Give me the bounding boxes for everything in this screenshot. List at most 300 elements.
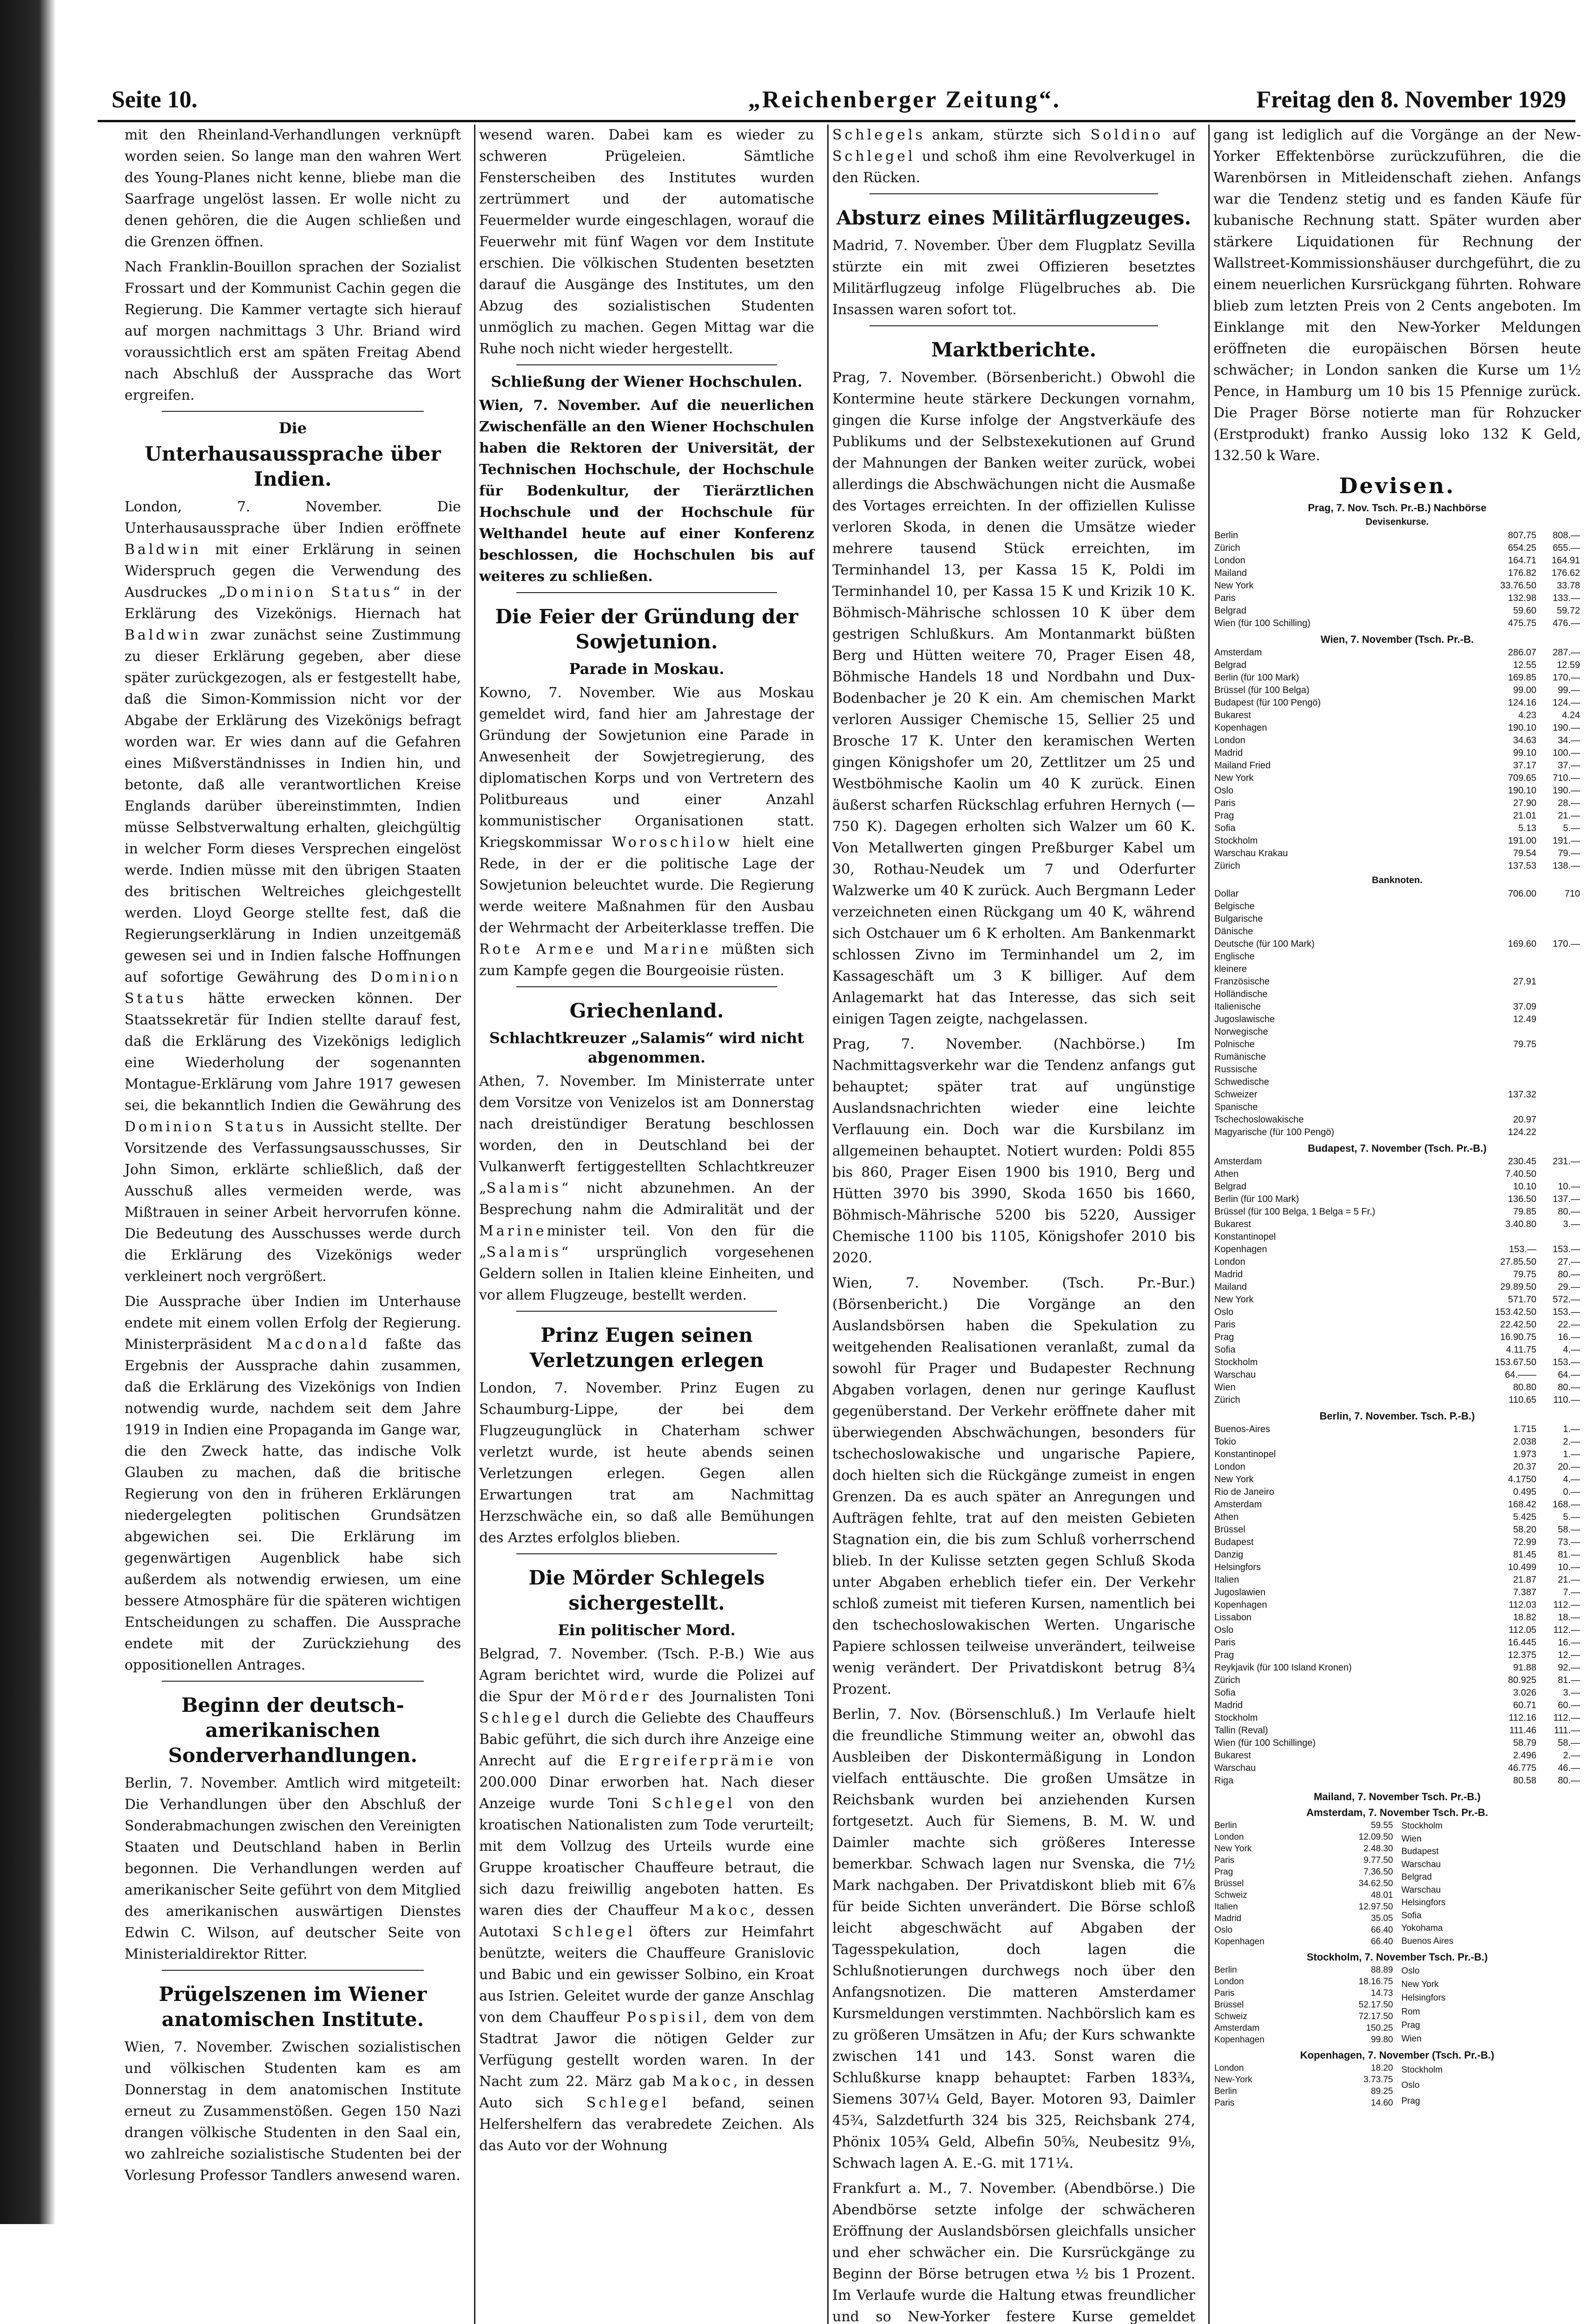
rate-value: 176.82 (1508, 568, 1536, 578)
article-paragraph: Madrid, 7. November. Über dem Flugplatz Sevilla stürzte ein mit zwei Offizieren besetztes Militärflugzeug infolge Flügelbruches ab. Die Insassen waren sofort tot. (832, 238, 1195, 318)
separator (516, 986, 777, 987)
rate-row (1213, 722, 1581, 734)
rate-value: 59.72 (1556, 606, 1580, 616)
rate-row (1213, 1674, 1581, 1687)
rate-row (1213, 555, 1581, 567)
rate-value: 81.— (1558, 1675, 1580, 1685)
rate-row (1213, 1878, 1394, 1889)
rate-value: 808.— (1553, 530, 1580, 541)
rate-value (1484, 963, 1537, 976)
rate-row (1213, 1901, 1394, 1913)
rate-value: 4.11.75 (1506, 1345, 1536, 1355)
rate-value (1484, 1231, 1537, 1243)
rate-row (1213, 1549, 1581, 1561)
newspaper-title: „Reichenberger Zeitung“. (748, 86, 1061, 113)
rate-value: 79.54 (1513, 848, 1536, 858)
rate-value: 190.10 (1508, 723, 1536, 733)
rate-name: London (1214, 1977, 1244, 1987)
rate-value: 176.62 (1551, 568, 1580, 578)
rate-name: London (1214, 555, 1245, 566)
rate-name: Budapest (1401, 1847, 1439, 1857)
rate-value: 1.— (1563, 1449, 1580, 1459)
rate-row (1213, 1423, 1581, 1436)
article-continuation: wesend waren. Dabei kam es wieder zu schweren Prügeleien. Sämtliche Fensterscheiben des Institutes wurden zertrümmert und der automatische Feuermelder wurde eingeschlagen, worauf die Feuerwehr mit fünf Wagen vor dem Institute erschien. Die völkischen Studenten besetzten darauf die Ausgänge des Institutes, um den Abzug des sozialistischen Studenten unmöglich zu machen. Gegen Mittag war die Ruhe noch nicht wieder hergestellt. (479, 127, 814, 357)
rate-row (1213, 1155, 1581, 1168)
rate-name: Polnische (1214, 1039, 1255, 1050)
rate-name: Mailand (1214, 568, 1247, 578)
rate-row (1213, 2034, 1394, 2046)
rate-row (1401, 1991, 1581, 2005)
rate-name: Berlin (1214, 1821, 1237, 1830)
rate-row (1401, 1909, 1581, 1922)
rate-row (1213, 1662, 1581, 1674)
rate-row (1213, 1038, 1581, 1051)
rate-value: 91.88 (1513, 1663, 1536, 1673)
column-1 (121, 125, 465, 2324)
rate-row (1213, 1089, 1581, 1101)
rate-row (1213, 797, 1581, 810)
rate-value: 20.37 (1513, 1462, 1536, 1472)
rate-row (1213, 1369, 1581, 1381)
scan-edge (0, 0, 56, 2224)
rate-row (1213, 1511, 1581, 1524)
rate-row (1213, 1126, 1581, 1139)
rate-name: Berlin (1214, 530, 1238, 541)
rate-name: Helsingfors (1401, 1898, 1446, 1908)
rate-row (1213, 697, 1581, 709)
rate-row (1213, 1820, 1394, 1831)
rate-row (1213, 1473, 1581, 1486)
rate-row (1213, 672, 1581, 684)
rate-row (1213, 1306, 1581, 1319)
rate-value: 20.97 (1513, 1115, 1536, 1125)
rate-row (1213, 1193, 1581, 1206)
article-continuation: mit den Rheinland-Verhandlungen verknüpft worden seien. So lange man den wahren Wert des Young-Planes nicht kenne, bliebe man die Saarfrage ungelöst lassen. Er wolle nicht zu denen gehören, die die Augen schließen und die Grenzen öffnen. (125, 127, 461, 250)
rate-value (1537, 1038, 1581, 1051)
rate-name: Belgrad (1401, 1872, 1432, 1882)
section-amsterdam: Amsterdam, 7. November Tsch. Pr.-B. (1306, 1807, 1488, 1818)
rate-value: 7.387 (1513, 1587, 1536, 1598)
rate-value: 164.71 (1508, 555, 1536, 566)
rate-row (1401, 1845, 1581, 1858)
rate-name: Brüssel (1214, 1525, 1245, 1535)
rate-value: 80.58 (1513, 1776, 1536, 1786)
rate-name: Prag (1401, 2020, 1420, 2030)
rate-value: 35.05 (1370, 1914, 1393, 1923)
rates-copenhagen-left (1213, 2062, 1394, 2109)
headline-kicker: Die (278, 419, 307, 437)
rate-value (1484, 1076, 1537, 1089)
rate-name: Schweiz (1214, 2012, 1247, 2021)
rate-name: Lissabon (1214, 1612, 1252, 1623)
rate-value (1537, 1126, 1581, 1139)
rate-row (1401, 1858, 1581, 1871)
rate-row (1213, 1101, 1581, 1114)
rate-row (1213, 925, 1581, 938)
rates-grid-stockholm (1213, 1964, 1581, 2046)
rate-value: 80.— (1558, 1382, 1580, 1393)
rate-name: Amsterdam (1214, 2023, 1260, 2033)
article-continuation: Schlegels ankam, stürzte sich Soldino auf Schlegel und schoß ihm eine Revolverkugel in den Rücken. (832, 127, 1195, 186)
rate-name: Tallin (Reval) (1214, 1725, 1268, 1736)
rate-name: Französische (1214, 977, 1270, 987)
rate-name: New-York (1214, 2075, 1252, 2085)
rate-row (1213, 860, 1581, 872)
rate-name: Buenos-Aires (1214, 1424, 1271, 1434)
rate-name: Berlin (1214, 1965, 1237, 1975)
rate-value: 153.42.50 (1495, 1307, 1536, 1317)
rate-value: 4.1750 (1508, 1474, 1536, 1485)
rate-value (1537, 951, 1581, 963)
rate-value: 14.60 (1370, 2098, 1393, 2108)
rate-row (1213, 1331, 1581, 1344)
rate-name: Warschau (1401, 1859, 1441, 1869)
separator (869, 193, 1158, 194)
subheadline: Ein politischer Mord. (558, 1621, 736, 1639)
rate-value: 4.— (1563, 1345, 1580, 1355)
rate-row (1213, 1063, 1581, 1076)
rate-value: 0.495 (1513, 1487, 1536, 1497)
headline-market-reports: Marktberichte. (931, 338, 1097, 361)
rate-value: 3.026 (1513, 1688, 1536, 1698)
rate-row (1213, 1231, 1581, 1243)
rate-name: Brüssel (1214, 1879, 1244, 1888)
rate-name: Wien (1401, 2034, 1422, 2044)
rate-value: 46.— (1558, 1763, 1580, 1773)
rate-value: 60.71 (1513, 1700, 1536, 1710)
rate-value: 12.375 (1508, 1650, 1536, 1660)
rate-value: 66.40 (1370, 1937, 1393, 1947)
rate-value: 12.59 (1556, 660, 1580, 670)
rate-value: 476.— (1553, 618, 1580, 628)
rate-row (1213, 542, 1581, 555)
separator (516, 364, 777, 365)
rate-name: Budapest (1214, 1537, 1254, 1547)
rate-value: 79.85 (1513, 1207, 1536, 1217)
rate-value (1484, 913, 1537, 925)
rate-name: kleinere (1214, 964, 1247, 974)
rate-value: 18.20 (1370, 2063, 1393, 2073)
rate-value: 230.45 (1508, 1156, 1536, 1167)
rate-name: Warschau (1214, 1763, 1256, 1773)
rate-name: Oslo (1401, 1966, 1420, 1976)
rate-row (1213, 976, 1581, 988)
rate-name: Brüssel (für 100 Belga) (1214, 685, 1310, 695)
rate-row (1213, 1181, 1581, 1193)
subheadline: Parade in Moskau. (569, 660, 725, 678)
rate-row (1213, 1762, 1581, 1775)
rate-value: 48.01 (1370, 1890, 1393, 1900)
rate-row (1213, 2062, 1394, 2074)
rate-value: 190.10 (1508, 786, 1536, 796)
market-report-prague: Prag, 7. November. (Börsenbericht.) Obwohl die Konterminе heute stärkere Deckungen vornahm, gingen die Kurse infolge der Angstverkäufe des Publikums und der Selbstexekutionen auf Grund der Mahnungen der Banken weiter zurück, wobei allerdings die Abschwächungen nicht die Ausmaße des Vortages erreichten. In der offiziellen Kulisse verloren Skoda, in denen die Umsätze wieder mehrere tausend Stück erreichten, im Terminhandel 13, per Kassa 15 K, Poldi im Terminhandel 10, per Kassa 15 K und Krizik 10 K. Böhmisch-Mährische schlossen 10 K über dem gestrigen Schlußkurs. Am Montanmarkt büßten Berg und Hütten weitere 70, Prager Eisen 48, Böhmische Handels 18 und Nordbahn und Dux-Bodenbacher je 20 K ein. Am chemischen Markt verloren Aussiger Chemische 15, Sellier 25 und Brosche 17 K. Unter den keramischen Werten gingen Königshofer um 20, Zettlitzer um 25 und Westböhmische Kaolin um 40 K zurück. Einen äußerst scharfen Rückschlag erfuhren Hernych (— 750 K). Dagegen erholten sich Walzer um 60 K. Von Metallwerten gingen Preßburger Kabel um 30, Rothau-Neudek um 7 und Oderfurter Walzwerke um 40 K zurück. Auch Bergmann Leder verzeichneten einen Rückgang um 40 K, während sich Ostchauer um 6 K erholten. Am Bankenmarkt schlossen Zivno im Terminhandel um 2, im Kassageschäft um 3 K billiger. Auf dem Anlagemarkt hat das Interesse, das sich seit einigen Tagen zeigte, nachgelassen. (832, 370, 1195, 1027)
rate-value: 571.70 (1508, 1294, 1536, 1305)
rate-row (1213, 1001, 1581, 1013)
rate-name: Warschau (1214, 1370, 1256, 1380)
headline-german-american-talks: Beginn der deutsch-amerikanischen Sonderverhandlungen. (168, 1694, 418, 1767)
rate-value: 21.— (1558, 1575, 1580, 1585)
rate-value: 112.— (1553, 1713, 1580, 1723)
rate-value: 164.91 (1551, 555, 1580, 566)
rate-value: 89.25 (1370, 2086, 1393, 2096)
rate-name: Englische (1214, 951, 1255, 962)
column-4 (1208, 125, 1585, 2324)
rate-value: 59.55 (1370, 1821, 1393, 1830)
rate-value: 73.— (1558, 1537, 1580, 1547)
rate-row (1213, 1750, 1581, 1762)
rate-value: 29.— (1558, 1282, 1580, 1292)
rate-value (1537, 1231, 1581, 1243)
section-copenhagen: Kopenhagen, 7. November (Tsch. Pr.-B.) (1300, 2049, 1495, 2061)
rate-row (1213, 1114, 1581, 1126)
rate-row (1213, 1599, 1581, 1611)
rate-value: 136.50 (1508, 1194, 1536, 1204)
rate-row (1213, 1712, 1581, 1724)
rate-name: Brüssel (1214, 2000, 1244, 2010)
article-paragraph: Wien, 7. November. Auf die neuerlichen Zwischenfälle an den Wiener Hochschulen haben die Rektoren der Universität, der Technischen Hochschule, der Hochschule für Bodenkultur, der Tierärztlichen Hochschule und der Hochschule für Welthandel heute auf einer Konferenz beschlossen, die Hochschulen bis auf weiteres zu schließen. (479, 397, 814, 585)
rate-value: 59.60 (1513, 606, 1536, 616)
rate-value: 27.91 (1513, 977, 1536, 987)
rate-value (1484, 1063, 1537, 1076)
rate-name: Kopenhagen (1214, 2035, 1265, 2045)
rate-value (1537, 925, 1581, 938)
rate-name: Deutsche (für 100 Mark) (1214, 939, 1315, 949)
rates-table-banknotes (1213, 888, 1581, 1139)
rate-row (1213, 659, 1581, 672)
rate-row (1213, 2086, 1394, 2097)
subheadline: Schlachtkreuzer „Salamis“ wird nicht abgenommen. (489, 1029, 804, 1066)
rate-value: 16.90.75 (1500, 1332, 1536, 1342)
rate-value (1537, 913, 1581, 925)
rate-value: 231.— (1553, 1156, 1580, 1167)
rate-value: 169.85 (1508, 673, 1536, 683)
rate-name: Amsterdam (1214, 647, 1262, 658)
rate-row (1401, 1978, 1581, 1991)
rates-copenhagen-right (1401, 2062, 1581, 2109)
market-report-vienna: Wien, 7. November. (Tsch. Pr.-Bur.) (Börsenbericht.) Die Vorgänge an den Auslandsbörsen haben die Spekulation zu weitgehenden Realisationen veranlaßt, zumal da sowohl für Prager und Budapester Rechnung Abgaben vorlagen, denen nur geringe Kauflust gegenüberstand. Der Verkehr eröffnete daher mit überwiegenden Abschwächungen, besonders für tschechoslowakische und ungarische Papiere, doch hielten sich die Rückgänge zumeist in engen Grenzen. Da es auch später an Anregungen und Aufträgen fehlte, trat auf den meisten Gebieten Stagnation ein, die bis zum Schluß vorherrschend blieb. In der Kulisse setzten gegen Schluß Skoda unter Abgaben erheblich tiefer ein. Der Verkehr schloß zumeist mit tieferen Kursen, namentlich bei den tschechoslowakischen Werten. Ungarische Papiere schlossen teilweise unverändert, teilweise wenig verändert. Der Privatdiskont betrug 8¾ Prozent. (832, 1275, 1195, 1697)
rate-value (1484, 1101, 1537, 1114)
rate-value: 80.— (1558, 1776, 1580, 1786)
rate-value: 7.— (1563, 1587, 1580, 1598)
article-paragraph: Die Aussprache über Indien im Unterhause endete mit einem vollen Erfolg der Regierung. Ministerpräsident Macdonald faßte das Ergebnis der Aussprache dahin zusammen, daß die Erklärung des Vizekönigs von Indien notwendig wurde, nachdem seit dem Jahre 1919 in Indien eine Propaganda im Gange war, die den Zweck hatte, das indische Volk Glauben zu machen, daß die britische Regierung von den in früheren Erklärungen niedergelegten politischen Grundsätzen abgewichen sei. Die Erklärung im gegenwärtigen Augenblick habe sich außerdem als notwendig erwiesen, um eine bessere Atmosphäre für die späteren wichtigen Entscheidungen zu schaffen. Die Aussprache endete mit der Zurückziehung des oppositionellen Antrages. (125, 1294, 461, 1673)
rate-name: Konstantinopel (1214, 1232, 1276, 1242)
market-report-berlin: Berlin, 7. Nov. (Börsenschluß.) Im Verlaufe hielt die freundliche Stimmung weiter an, obwohl das Ausbleiben der Diskontermäßigung in London vielfach enttäuschte. Die großen Umsätze in Reichsbank wurden bei anziehenden Kursen fortgesetzt. Auch für Siemens, B. M. W. und Daimler machte sich größeres Interesse bemerkbar. Schwach lagen nur Svenska, die 7½ Mark nachgaben. Der Privatdiskont blieb mit 6⅞ für beide Sichten unverändert. Die Börse schloß leicht abgeschwächt auf Abgaben der Tagesspekulation, doch lagen die Schlußnotierungen durchwegs noch über den Anfangsnotizen. Die matteren Amsterdamer Kursmeldungen verstimmten. Nachbörslich kam es zu größeren Umsätzen in Afu; der Kurs schwankte zwischen 141 und 143. Sonst waren die Schlußkurse knapp behauptet: Farben 183¾, Siemens 307¼ Geld, Bayer. Motoren 93, Daimler 45¾, Salzdetfurth 324 bis 325, Reichsbank 274, Phönix 105¾ Geld, Albefin 50⅝, Neubesitz 9⅛, Schwach lagen A. E.-G. mit 171¼. (832, 1706, 1195, 2172)
rates-table-vienna (1213, 647, 1581, 872)
rate-row (1401, 1964, 1581, 1978)
section-subtitle: Devisenkurse. (1365, 517, 1429, 527)
rate-row (1213, 913, 1581, 925)
article-paragraph: Wien, 7. November. Zwischen sozialistischen und völkischen Studenten kam es am Donnerstag in dem anatomischen Institute erneut zu Zusammenstößen. Gegen 150 Nazi drangen völkische Studenten in den Saal ein, wo zahlreiche sozialistische Studenten bei der Vorlesung Professor Tandlers anwesend waren. (125, 2039, 461, 2184)
rate-value: 286.07 (1508, 647, 1536, 658)
rate-name: Wien (für 100 Schilling) (1214, 618, 1311, 628)
rate-value (1537, 1051, 1581, 1063)
article-paragraph: Berlin, 7. November. Amtlich wird mitgeteilt: Die Verhandlungen über den Abschluß der Sonderabmachungen zwischen den Vereinigten Staaten und Deutschland haben in Berlin begonnen. Die Verhandlungen werden auf amerikanischer Seite geführt von dem Mitglied des amerikanischen auswärtigen Dienstes Edwin C. Wilson, auf deutscher Seite von Ministerialdirektor Ritter. (125, 1775, 461, 1962)
rate-name: Paris (1214, 593, 1236, 603)
rate-value: 153.— (1553, 1244, 1580, 1254)
rate-value (1484, 1026, 1537, 1038)
columns (121, 125, 1585, 2324)
rate-value: 37.17 (1513, 760, 1536, 771)
rate-name: Bukarest (1214, 1750, 1251, 1761)
section-berlin: Berlin, 7. November. Tsch. P.-B.) (1319, 1410, 1475, 1422)
rate-value: 111.— (1554, 1725, 1580, 1736)
article-paragraph: Nach Franklin-Bouillon sprachen der Sozialist Frossart und der Kommunist Cachin gegen die Regierung. Die Kammer vertagte sich hierauf auf morgen nachmittags 3 Uhr. Briand wird voraussichtlich erst am späten Freitag Abend nach Abschluß der Aussprache das Wort ergreifen. (125, 259, 461, 403)
rate-row (1213, 938, 1581, 951)
rate-name: Madrid (1214, 748, 1243, 758)
section-milan: Mailand, 7. November Tsch. Pr.-B.) (1313, 1791, 1481, 1802)
rate-value (1537, 1089, 1581, 1101)
rate-row (1213, 888, 1581, 900)
rate-name: Zürich (1214, 1395, 1240, 1405)
rate-value: 27.90 (1513, 798, 1536, 808)
rate-row (1213, 772, 1581, 785)
rate-row (1213, 1561, 1581, 1574)
rate-value: 80.925 (1508, 1675, 1536, 1685)
rate-name: Rio de Janeiro (1214, 1487, 1274, 1497)
rate-value: 64.— (1558, 1370, 1580, 1380)
rate-row (1213, 2022, 1394, 2034)
rate-value: 137.53 (1508, 861, 1536, 871)
rate-name: New York (1214, 1844, 1252, 1854)
rate-value: 52.17.50 (1358, 2000, 1393, 2010)
rate-name: Helsingfors (1401, 1993, 1446, 2003)
rate-name: Mailand Fried (1214, 760, 1271, 771)
rate-name: Berlin (für 100 Mark) (1214, 1194, 1299, 1204)
rate-value: 654.25 (1508, 543, 1536, 553)
rate-value (1537, 1076, 1581, 1089)
headline-vienna-brawl: Prügelszenen im Wiener anatomischen Institute. (158, 1983, 427, 2031)
rate-value: 1.715 (1513, 1424, 1536, 1434)
rate-value: 153.— (1509, 1244, 1536, 1254)
market-report-prague-after: Prag, 7. November. (Nachbörse.) Im Nachmittagsverkehr war die Tendenz anfangs gut behauptet; später trat auf ungünstige Auslandsnachrichten wieder eine leichte Verflauung ein. Doch war die Kursbilanz im allgemeinen behauptet. Notiert wurden: Poldi 855 bis 860, Prager Eisen 1900 bis 1910, Berg und Hütten 3970 bis 3990, Skoda 1650 bis 1660, Böhmisch-Mährische 5200 bis 5220, Aussiger Chemische 1100 bis 1105, Königshofer 2010 bis 2020. (832, 1036, 1195, 1266)
rate-value: 81.45 (1513, 1550, 1536, 1560)
rate-value: 99.00 (1513, 685, 1536, 695)
rate-value: 66.40 (1370, 1925, 1393, 1935)
rate-row (1213, 1243, 1581, 1256)
rate-value: 4.24 (1562, 710, 1580, 720)
rate-value (1537, 1101, 1581, 1114)
rate-name: Magyarische (für 100 Pengö) (1214, 1127, 1334, 1137)
rate-name: Tschechoslowakische (1214, 1115, 1304, 1125)
rate-name: Dänische (1214, 926, 1253, 937)
rate-row (1213, 1737, 1581, 1750)
rate-row (1213, 1699, 1581, 1712)
section-prague: Prag, 7. Nov. Tsch. Pr.-B.) Nachbörse (1308, 502, 1487, 514)
rate-row (1213, 1051, 1581, 1063)
rate-value: 4.23 (1518, 710, 1536, 720)
rate-name: Belgrad (1214, 606, 1246, 616)
rate-value: 153.— (1553, 1307, 1580, 1317)
rate-value: 80.80 (1513, 1382, 1536, 1393)
rate-row (1213, 1381, 1581, 1394)
rate-name: Oslo (1214, 786, 1234, 796)
rate-value: 111.46 (1509, 1725, 1536, 1736)
rate-row (1213, 1536, 1581, 1549)
rate-value: 72.17.50 (1358, 2012, 1393, 2021)
rate-row (1213, 785, 1581, 797)
rate-row (1213, 1775, 1581, 1787)
rate-value: 5.13 (1518, 823, 1536, 833)
rate-value: 27.— (1558, 1257, 1580, 1267)
rate-value: 58.— (1558, 1738, 1580, 1748)
rate-value: 153.67.50 (1495, 1357, 1536, 1367)
rate-value (1484, 951, 1537, 963)
rate-name: Belgrad (1214, 1182, 1246, 1192)
rate-value: 34.62.50 (1358, 1879, 1393, 1888)
rate-value: 150.25 (1366, 2023, 1393, 2033)
headline-soviet-union: Die Feier der Gründung der Sowjetunion. (495, 605, 798, 653)
rate-row (1213, 684, 1581, 697)
rate-row (1401, 2078, 1581, 2093)
rate-value: 112.05 (1508, 1625, 1536, 1635)
rate-row (1213, 1076, 1581, 1089)
rate-row (1213, 1206, 1581, 1218)
rate-name: Wien (für 100 Schillinge) (1214, 1738, 1316, 1748)
rate-value (1537, 1063, 1581, 1076)
rate-value: 100.— (1553, 748, 1580, 758)
rate-value: 99.80 (1370, 2035, 1393, 2045)
rate-name: New York (1214, 1294, 1254, 1305)
rate-value: 27.85.50 (1500, 1257, 1536, 1267)
rate-row (1213, 1281, 1581, 1294)
rate-value: 58.20 (1513, 1525, 1536, 1535)
rate-row (1213, 647, 1581, 659)
rate-row (1213, 1999, 1394, 2011)
rate-row (1213, 759, 1581, 772)
rate-name: Wien (1401, 1834, 1422, 1844)
rate-name: Stockholm (1214, 1357, 1258, 1367)
rate-value: 2.496 (1513, 1750, 1536, 1761)
rate-name: Kopenhagen (1214, 1937, 1265, 1947)
rate-value: 112.16 (1508, 1713, 1536, 1723)
rate-name: Holländische (1214, 989, 1268, 999)
rate-row (1213, 835, 1581, 847)
rate-value: 3.— (1563, 1219, 1580, 1229)
rate-name: Warschau Krakau (1214, 848, 1288, 858)
rate-name: Zürich (1214, 1675, 1240, 1685)
rate-value: 37.— (1558, 760, 1580, 771)
rate-row (1213, 988, 1581, 1001)
rate-name: Bukarest (1214, 1219, 1251, 1229)
rate-name: Warschau (1401, 1885, 1441, 1895)
separator (162, 1681, 424, 1682)
rate-name: Athen (1214, 1512, 1239, 1522)
rate-row (1213, 1855, 1394, 1866)
rate-value: 0.— (1563, 1487, 1580, 1497)
rate-value: 22.— (1558, 1320, 1580, 1330)
rate-name: Berlin (1214, 2086, 1237, 2096)
rate-row (1213, 1964, 1394, 1976)
rate-name: Sofia (1214, 1345, 1236, 1355)
article-paragraph: London, 7. November. Die Unterhausaussprache über Indien eröffnete Baldwin mit einer Erklärung in seinen Widerspruch gegen die Verwendung des Ausdruckes „Dominion Status“ in der Erklärung des Vizekönigs. Hiernach hat Baldwin zwar zunächst seine Zustimmung zu dieser Erklärung gegeben, aber diese später zurückgezogen, als er festgestellt habe, daß die Simon-Kommission nicht vor der Abgabe der Erklärung des Vizekönigs befragt worden war. Er wies dann auf die Gefahren eines Mißverständnisses in Indien hin, und betonte, daß alle verantwortlichen Kreise Englands darüber übereinstimmten, Indien müsse Selbstverwaltung erhalten, gleichgültig in welcher Form dieses Versprechen eingelöst werde. Indien müsse mit den übrigen Staaten des britischen Weltreiches gleichgestellt werden. Lloyd George stellte fest, daß die Regierungserklärung in Indien unzeitgemäß gewesen sei und in Indien falsche Hoffnungen auf sofortige Gewährung des Dominion Status hätte erwecken können. Der Staatssekretär für Indien stellte darauf fest, daß die Erklärung des Vizekönigs lediglich eine Wiederholung der sogenannten Montague-Erklärung vom Jahre 1917 gewesen sei, die bekanntlich Indien die Gewährung des Dominion Status in Aussicht stellte. Der Vorsitzende des Verfassungsausschusses, Sir John Simon, erklärte schließlich, daß der Ausschuß alles vermeiden werde, was Mißtrauen in seiner Arbeit hervorrufen könne. Die Bedeutung des Ausschusses werde durch die Erklärung des Vizekönigs weder verkleinert noch vergrößert. (125, 499, 461, 1285)
rate-value: 12.49 (1513, 1014, 1536, 1024)
rate-value: 99.— (1558, 685, 1580, 695)
rate-name: Berlin (für 100 Mark) (1214, 673, 1299, 683)
headline-india-debate: Unterhausaussprache über Indien. (145, 442, 441, 490)
article-paragraph: London, 7. November. Prinz Eugen zu Schaumburg-Lippe, der bei dem Flugzeugunglück in Chaterham schwer verletzt wurde, ist heute abends seinen Verletzungen erlegen. Gegen allen Erwartungen trat am Nachmittag Herzschwäche ein, so daß alle Bemühungen des Arztes erfolglos blieben. (479, 1380, 814, 1546)
separator (516, 592, 777, 593)
rate-value: 475.75 (1508, 618, 1536, 628)
rate-name: Spanische (1214, 1102, 1258, 1112)
rate-row (1213, 1344, 1581, 1356)
rate-name: Zürich (1214, 861, 1240, 871)
rate-row (1213, 1461, 1581, 1473)
rate-row (1213, 963, 1581, 976)
section-stockholm: Stockholm, 7. November Tsch. Pr.-B.) (1306, 1951, 1488, 1963)
rate-value: 110.65 (1508, 1395, 1536, 1405)
rate-value: 79.75 (1513, 1039, 1536, 1050)
rate-row (1213, 1687, 1581, 1699)
